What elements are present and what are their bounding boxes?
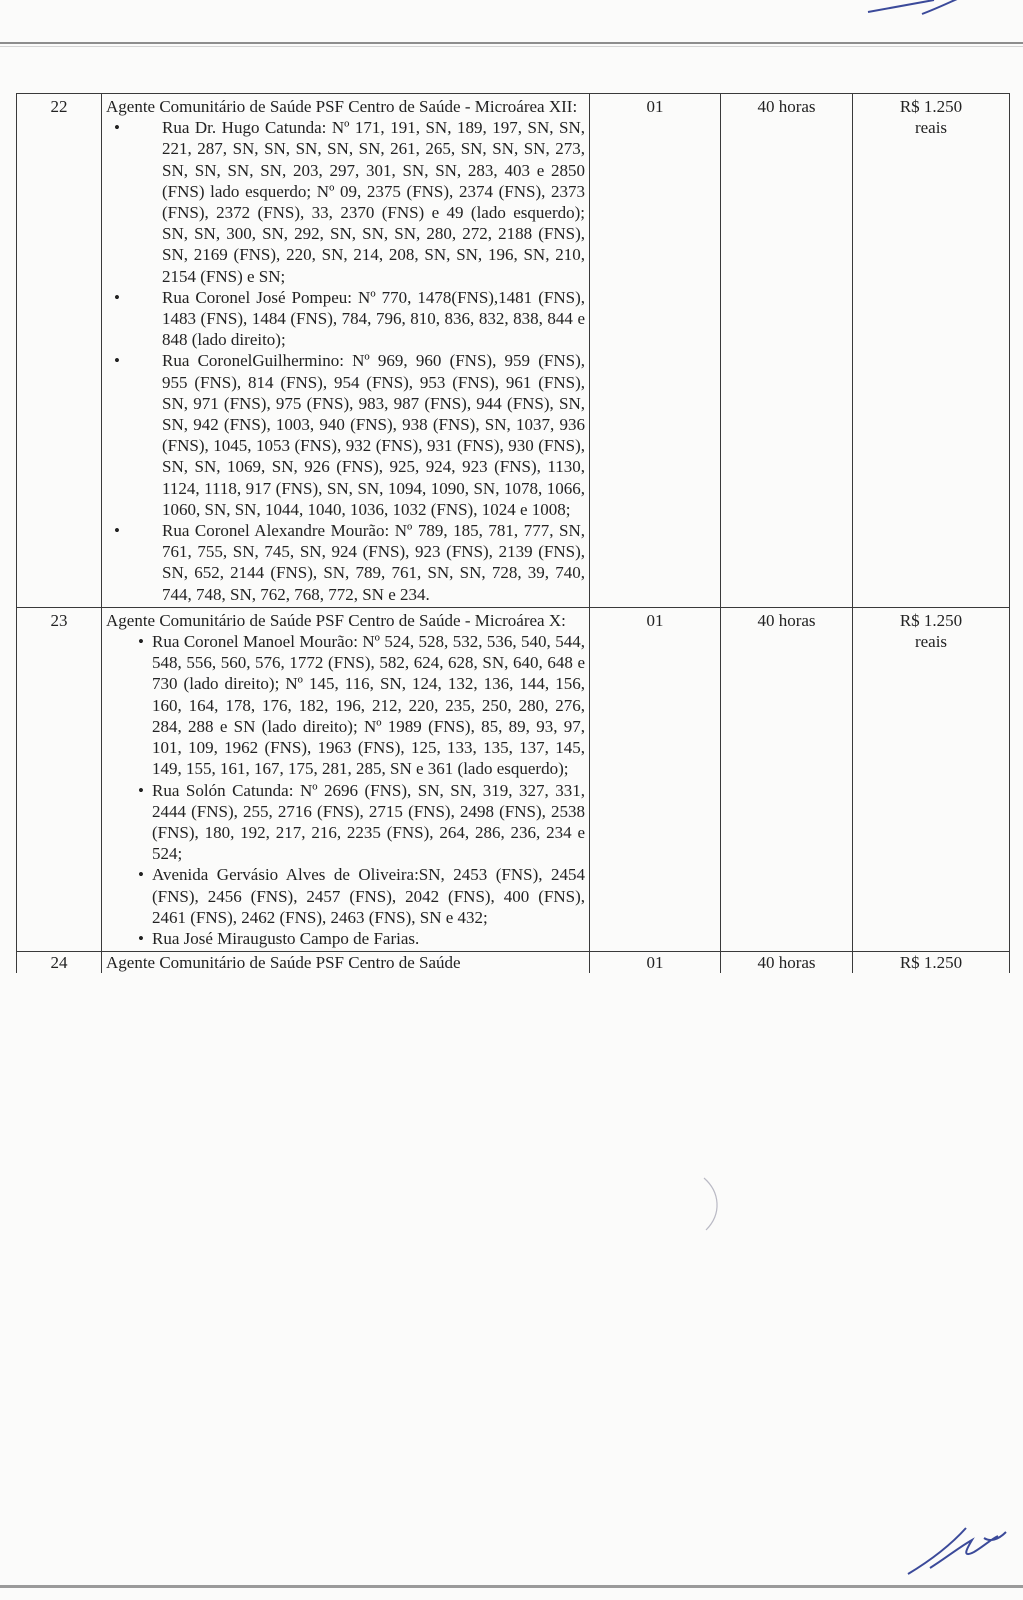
street-list [106,631,585,949]
signature-mark-bottom [900,1518,1010,1580]
table-row [17,952,1010,974]
vacancy-count: 01 [590,607,721,951]
street-item: • Avenida Gervásio Alves de Oliveira:SN, 2453 (FNS), 2454 (FNS), 2456 (FNS), 2457 (FNS), 2042 (FNS), 400 (FNS), 2461 (FNS), 2462 (FNS), 2463 (FNS), SN e 432; [106,864,585,928]
street-item: • Rua Coronel José Pompeu: Nº 770, 1478(FNS),1481 (FNS), 1483 (FNS), 1484 (FNS), 784, 796, 810, 836, 832, 838, 844 e 848 (lado direito); [106,287,585,351]
positions-table [16,93,1010,973]
street-item: • Rua José Miraugusto Campo de Farias. [106,928,585,949]
position-title: Agente Comunitário de Saúde PSF Centro de Saúde [106,953,461,973]
vacancy-count: 01 [590,952,721,974]
position-title: Agente Comunitário de Saúde PSF Centro de Saúde - Microárea X: [106,610,566,630]
street-item: • Rua CoronelGuilhermino: Nº 969, 960 (FNS), 959 (FNS), 955 (FNS), 814 (FNS), 954 (FNS), 953 (FNS), 961 (FNS), SN, 971 (FNS), 975 (FNS), 983, 987 (FNS), 944 (FNS), SN, SN, 942 (FNS), 1003, 940 (FNS), 938 (FNS), SN, 1037, 936 (FNS), 1045, 1053 (FNS), 932 (FNS), 931 (FNS), 930 (FNS), SN, SN, 1069, SN, 926 (FNS), 925, 924, 923 (FNS), 1130, 1124, 1118, 917 (FNS), SN, SN, 1094, 1090, SN, 1078, 1066, 1060, SN, SN, 1044, 1040, 1036, 1032 (FNS), 1024 e 1008; [106,350,585,520]
salary-amount: R$ 1.250 [899,610,963,630]
workload-hours: 40 horas [721,952,853,974]
salary-unit: reais [914,632,948,652]
pen-stroke-mark [700,1176,724,1232]
row-number: 24 [17,952,102,974]
position-title: Agente Comunitário de Saúde PSF Centro de Saúde - Microárea XII: [106,97,578,116]
header-rule-shadow [0,46,1023,47]
row-number: 23 [17,607,102,951]
street-item: • Rua Coronel Alexandre Mourão: Nº 789, 185, 781, 777, SN, 761, 755, SN, 745, SN, 924 (FNS), 923 (FNS), 2139 (FNS), SN, 652, 2144 (FNS), SN, 789, 761, SN, SN, 728, 39, 740, 744, 748, SN, 762, 768, 772, SN e 234. [106,520,585,605]
salary [853,94,1010,608]
workload-hours: 40 horas [721,607,853,951]
street-item: • Rua Dr. Hugo Catunda: Nº 171, 191, SN, 189, 197, SN, SN, 221, 287, SN, SN, SN, SN, SN, 261, 265, SN, SN, SN, 273, SN, SN, SN, SN, 203, 297, 301, SN, SN, 283, 403 e 2850 (FNS) lado esquerdo; Nº 09, 2375 (FNS), 2374 (FNS), 2373 (FNS), 2372 (FNS), 33, 2370 (FNS) e 49 (lado esquerdo); SN, SN, 300, SN, 292, SN, SN, SN, 280, 272, 2188 (FNS), SN, 2169 (FNS), 220, SN, 214, 208, SN, SN, 196, SN, 210, 2154 (FNS) e SN; [106,117,585,287]
street-list [106,117,585,605]
header-rule [0,42,1023,44]
salary-amount: R$ 1.250 [899,953,963,973]
vacancy-count: 01 [590,94,721,608]
signature-mark-top [860,0,970,20]
street-item: • Rua Solón Catunda: Nº 2696 (FNS), SN, SN, 319, 327, 331, 2444 (FNS), 255, 2716 (FNS), 2715 (FNS), 2498 (FNS), 2538 (FNS), 180, 192, 217, 216, 2235 (FNS), 264, 286, 236, 234 e 524; [106,780,585,865]
table-row [17,607,1010,951]
workload-hours: 40 horas [721,94,853,608]
street-item: • Rua Coronel Manoel Mourão: Nº 524, 528, 532, 536, 540, 544, 548, 556, 560, 576, 1772 (FNS), 582, 624, 628, SN, 640, 648 e 730 (lado direito); Nº 145, 116, SN, 124, 132, 136, 144, 156, 160, 164, 178, 176, 182, 196, 212, 220, 235, 250, 280, 276, 284, 288 e SN (lado direito); Nº 1989 (FNS), 85, 89, 93, 97, 101, 109, 1962 (FNS), 1963 (FNS), 125, 133, 135, 137, 145, 149, 155, 161, 167, 175, 281, 285, SN e 361 (lado esquerdo); [106,631,585,779]
salary-amount: R$ 1.250 [899,97,963,116]
position-description [102,94,590,608]
position-description [102,952,590,974]
salary-unit: reais [914,118,948,138]
footer-rule [0,1585,1023,1588]
position-description [102,607,590,951]
row-number: 22 [17,94,102,608]
salary [853,952,1010,974]
table-row [17,94,1010,608]
salary [853,607,1010,951]
